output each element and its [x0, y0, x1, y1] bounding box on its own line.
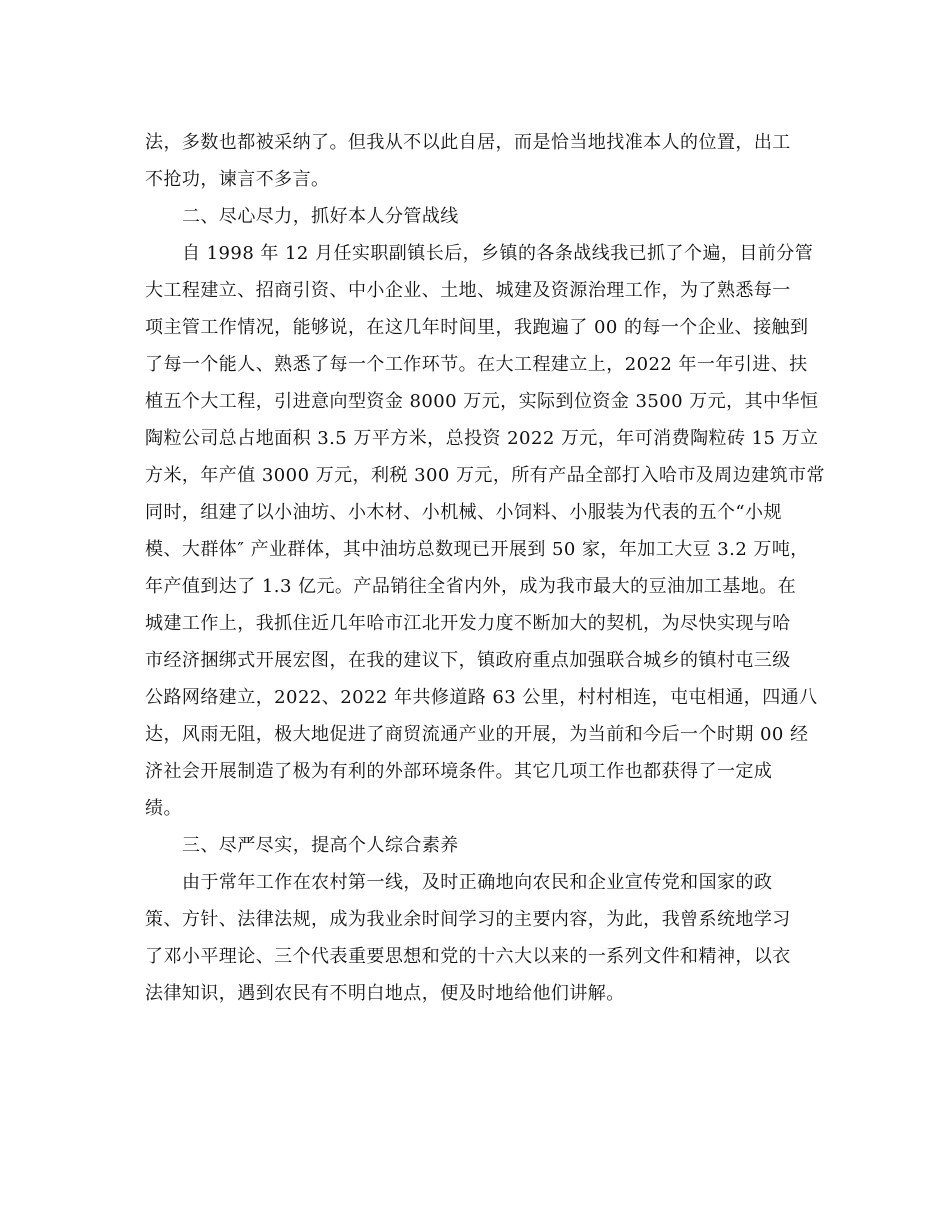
text-line: 方米，年产值 3000 万元，利税 300 万元，所有产品全部打入哈市及周边建筑市常 — [145, 465, 825, 486]
text-line: 植五个大工程，引进意向型资金 8000 万元，实际到位资金 3500 万元，其中华恒 — [145, 391, 819, 412]
section-heading: 三、尽严尽实，提高个人综合素养 — [182, 835, 459, 856]
text-line: 了邓小平理论、三个代表重要思想和党的十六大以来的一系列文件和精神，以衣 — [145, 946, 791, 967]
text-line: 法，多数也都被采纳了。但我从不以此自居，而是恰当地找准本人的位置，出工 — [145, 132, 791, 153]
text-line: 模、大群体″ 产业群体，其中油坊总数现已开展到 50 家，年加工大豆 3.2 万吨， — [145, 539, 809, 560]
text-line: 策、方针、法律法规，成为我业余时间学习的主要内容，为此，我曾系统地学习 — [145, 909, 791, 930]
text-line: 由于常年工作在农村第一线，及时正确地向农民和企业宣传党和国家的政 — [182, 872, 773, 893]
text-line: 同时，组建了以小油坊、小木材、小机械、小饲料、小服装为代表的五个“小规 — [145, 502, 782, 523]
text-line: 法律知识，遇到农民有不明白地点，便及时地给他们讲解。 — [145, 983, 625, 1004]
text-line: 年产值到达了 1.3 亿元。产品销往全省内外，成为我市最大的豆油加工基地。在 — [145, 576, 797, 597]
text-line: 达，风雨无阻，极大地促进了商贸流通产业的开展，为当前和今后一个时期 00 经 — [145, 724, 809, 745]
text-line: 绩。 — [145, 798, 182, 819]
text-line: 城建工作上，我抓住近几年哈市江北开发力度不断加大的契机，为尽快实现与哈 — [145, 613, 791, 634]
text-line: 陶粒公司总占地面积 3.5 万平方米，总投资 2022 万元，年可消费陶粒砖 15 万立 — [145, 428, 819, 449]
text-line: 大工程建立、招商引资、中小企业、土地、城建及资源治理工作，为了熟悉每一 — [145, 280, 791, 301]
text-line: 市经济捆绑式开展宏图，在我的建议下，镇政府重点加强联合城乡的镇村屯三级 — [145, 650, 791, 671]
text-line: 项主管工作情况，能够说，在这几年时间里，我跑遍了 00 的每一个企业、接触到 — [145, 317, 809, 338]
text-line: 不抢功，谏言不多言。 — [145, 169, 330, 190]
text-line: 济社会开展制造了极为有利的外部环境条件。其它几项工作也都获得了一定成 — [145, 761, 773, 782]
text-line: 公路网络建立，2022、2022 年共修道路 63 公里，村村相连，屯屯相通，四通八 — [145, 687, 818, 708]
text-line: 自 1998 年 12 月任实职副镇长后，乡镇的各条战线我已抓了个遍，目前分管 — [182, 243, 814, 264]
text-line: 了每一个能人、熟悉了每一个工作环节。在大工程建立上，2022 年一年引进、扶 — [145, 354, 808, 375]
section-heading: 二、尽心尽力，抓好本人分管战线 — [182, 206, 459, 227]
